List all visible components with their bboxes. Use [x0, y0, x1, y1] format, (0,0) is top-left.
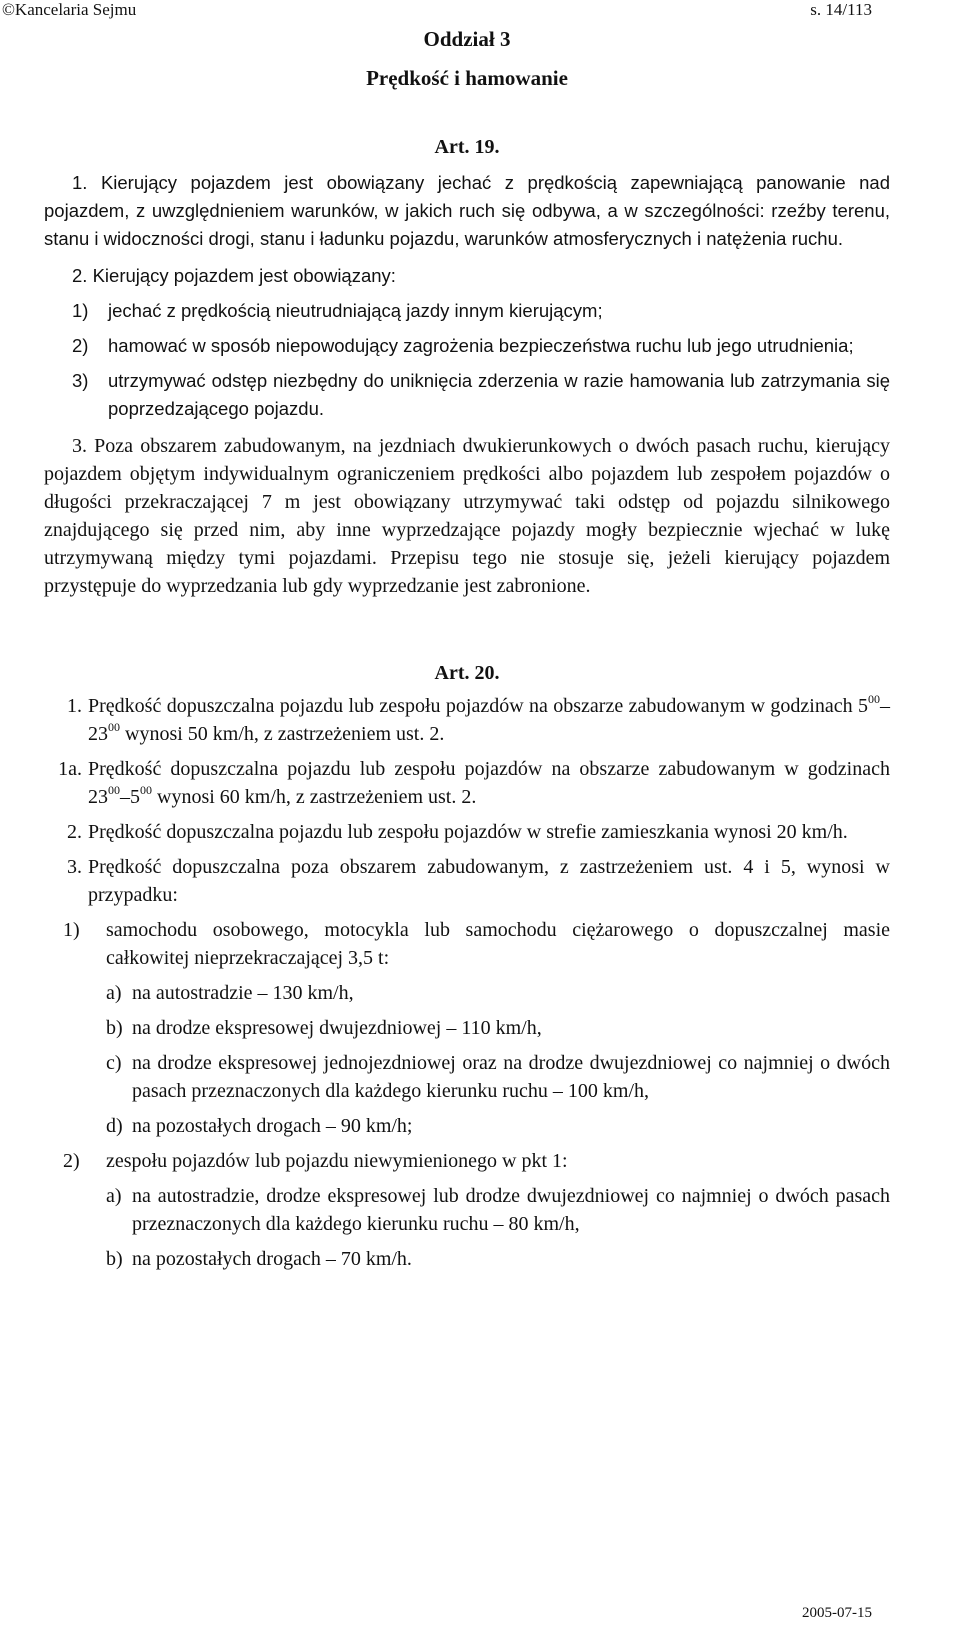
letter-label: d)	[106, 1115, 123, 1137]
paragraph-text-b: –23	[88, 695, 890, 745]
paragraph-text-b: –5	[120, 786, 140, 808]
art19-point-2	[72, 332, 890, 360]
article-19-heading: Art. 19.	[434, 136, 500, 158]
art19-point-3	[72, 367, 890, 423]
art20-point-1	[63, 916, 890, 972]
point-text: samochodu osobowego, motocykla lub samochodu ciężarowego o dopuszczalnej masie całkowitej nieprzekraczającej 3,5 t:	[106, 919, 890, 969]
art20-paragraph-3	[44, 853, 890, 909]
paragraph-number: 3.	[67, 856, 82, 878]
letter-text: na autostradzie – 130 km/h,	[132, 982, 354, 1004]
section-title: Prędkość i hamowanie	[366, 66, 568, 90]
paragraph-text: Prędkość dopuszczalna pojazdu lub zespołu pojazdów w strefie zamieszkania wynosi 20 km/h.	[88, 821, 848, 843]
art19-paragraph-3	[44, 432, 890, 600]
art20-paragraph-1	[44, 692, 890, 748]
art20-point-1-letter-b	[106, 1014, 890, 1042]
letter-text: na drodze ekspresowej dwujezdniowej – 110 km/h,	[132, 1017, 542, 1039]
point-label: 2)	[63, 1150, 80, 1172]
art19-point-1	[72, 297, 890, 325]
art20-paragraph-2	[44, 818, 890, 846]
paragraph-text: Prędkość dopuszczalna poza obszarem zabudowanym, z zastrzeżeniem ust. 4 i 5, wynosi w przypadku:	[88, 856, 890, 906]
art20-paragraph-1a	[44, 755, 890, 811]
point-text: zespołu pojazdów lub pojazdu niewymienionego w pkt 1:	[106, 1150, 568, 1172]
art19-paragraph-1: 1. Kierujący pojazdem jest obowiązany jechać z prędkością zapewniającą panowanie nad pojazdem, z uwzględnieniem warunków, w jakich ruch się odbywa, a w szczególności: rzeźby terenu, stanu i widoczności drogi, stanu i ładunku pojazdu, warunków atmosferycznych i natężenia ruchu.	[44, 172, 890, 249]
art20-point-2-letter-a	[106, 1182, 890, 1238]
point-label: 3)	[72, 370, 89, 391]
superscript: 00	[108, 720, 120, 734]
point-text: utrzymywać odstęp niezbędny do uniknięcia zderzenia w razie hamowania lub zatrzymania się poprzedzającego pojazdu.	[108, 370, 890, 419]
letter-text: na drodze ekspresowej jednojezdniowej oraz na drodze dwujezdniowej co najmniej o dwóch pasach przeznaczonych dla każdego kierunku ruchu – 100 km/h,	[132, 1052, 890, 1102]
article-20-heading: Art. 20.	[434, 662, 500, 684]
point-label: 1)	[63, 919, 80, 941]
art20-point-2-letter-b	[106, 1245, 890, 1273]
paragraph-number: 1a.	[58, 758, 82, 780]
letter-label: a)	[106, 982, 122, 1004]
point-text: jechać z prędkością nieutrudniającą jazdy innym kierującym;	[108, 300, 603, 321]
superscript: 00	[108, 783, 120, 797]
chapter-heading: Oddział 3	[423, 27, 511, 51]
paragraph-text: Kierujący pojazdem jest obowiązany:	[92, 265, 396, 286]
header-page-number: s. 14/113	[810, 0, 872, 19]
letter-text: na pozostałych drogach – 70 km/h.	[132, 1248, 412, 1270]
paragraph-text-c: wynosi 50 km/h, z zastrzeżeniem ust. 2.	[120, 723, 445, 745]
paragraph-text-a: Prędkość dopuszczalna pojazdu lub zespołu pojazdów na obszarze zabudowanym w godzinach 5	[88, 695, 868, 717]
art20-point-1-letter-a	[106, 979, 890, 1007]
letter-label: b)	[106, 1248, 123, 1270]
paragraph-number: 2.	[72, 265, 88, 286]
paragraph-text-c: wynosi 60 km/h, z zastrzeżeniem ust. 2.	[152, 786, 477, 808]
art20-point-1-letter-c	[106, 1049, 890, 1105]
paragraph-number: 2.	[67, 821, 82, 843]
point-label: 1)	[72, 300, 89, 321]
letter-label: c)	[106, 1052, 122, 1074]
document-content	[44, 18, 890, 1273]
letter-text: na autostradzie, drodze ekspresowej lub drodze dwujezdniowej co najmniej o dwóch pasach przeznaczonych dla każdego kierunku ruchu – 80 km/h,	[132, 1185, 890, 1235]
superscript: 00	[868, 692, 880, 706]
art20-point-1-letter-d	[106, 1112, 890, 1140]
footer-date: 2005-07-15	[802, 1605, 872, 1621]
letter-label: b)	[106, 1017, 123, 1039]
letter-label: a)	[106, 1185, 122, 1207]
paragraph-number: 1.	[67, 695, 82, 717]
paragraph-text: Poza obszarem zabudowanym, na jezdniach dwukierunkowych o dwóch pasach ruchu, kierujący pojazdem objętym indywidualnym ograniczeniem prędkości albo pojazdem lub zespołem pojazdów o długości przekraczającej 7 m jest obowiązany utrzymywać taki odstęp od pojazdu silnikowego znajdującego się przed nim, aby inne wyprzedzające pojazdy mogły bezpiecznie wjechać w lukę utrzymywaną między tymi pojazdami. Przepisu tego nie stosuje się, jeżeli kierujący pojazdem przystępuje do wyprzedzania lub gdy wyprzedzanie jest zabronione.	[44, 435, 891, 597]
point-text: hamować w sposób niepowodujący zagrożenia bezpieczeństwa ruchu lub jego utrudnienia;	[108, 335, 854, 356]
superscript: 00	[140, 783, 152, 797]
point-label: 2)	[72, 335, 89, 356]
paragraph-text-a: Prędkość dopuszczalna pojazdu lub zespołu pojazdów na obszarze zabudowanym w godzinach 23	[88, 758, 890, 808]
art19-paragraph-2	[44, 262, 890, 290]
art20-point-2	[63, 1147, 890, 1175]
paragraph-number: 3.	[72, 435, 87, 457]
header-copyright: ©Kancelaria Sejmu	[2, 0, 137, 19]
letter-text: na pozostałych drogach – 90 km/h;	[132, 1115, 413, 1137]
